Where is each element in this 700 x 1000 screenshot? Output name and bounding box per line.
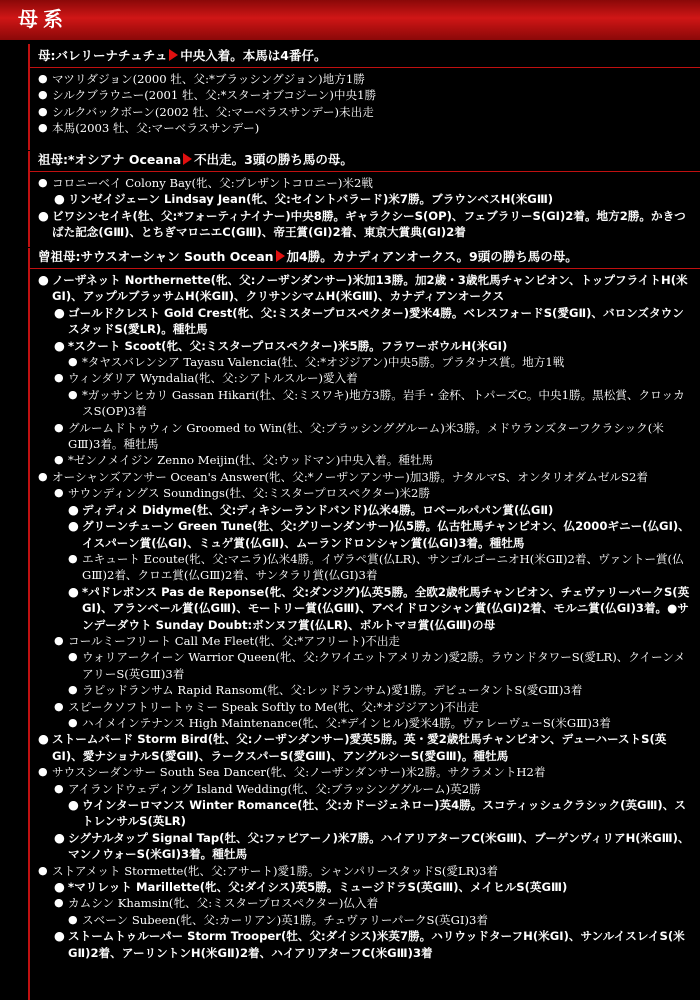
heading-rest: 不出走。3頭の勝ち馬の母。 (194, 152, 353, 167)
heading-main: 曾祖母:サウスオーシャン South Ocean (38, 249, 274, 264)
entry-text: ストームバード Storm Bird(牡、父:ノーザンダンサー)愛英5勝。英・愛2歳牡馬チャンピオン、デューハーストS(英GⅠ)、愛ナショナルS(愛GⅡ)、ラークスパーS(愛GⅢ)、アングルシーS(愛GⅢ)。種牡馬 (52, 732, 667, 763)
bullet-icon: ● (54, 781, 64, 795)
bullet-icon: ● (68, 583, 79, 599)
bullet-icon: ● (54, 699, 64, 713)
bullet-icon: ● (54, 337, 65, 353)
entries-great-granddam (38, 272, 690, 961)
pedigree-entry (68, 715, 690, 731)
section-heading-great-granddam (38, 248, 688, 266)
pedigree-entry (38, 175, 690, 191)
section-heading-granddam (38, 151, 688, 169)
entry-text: マツリダジョン(2000 牡、父:*ブラッシングジョン)地方1勝 (52, 72, 365, 86)
bullet-icon: ● (38, 272, 49, 287)
bullet-icon: ● (54, 486, 64, 500)
bullet-icon: ● (54, 879, 65, 895)
section-title-bar (0, 0, 700, 40)
bullet-icon: ● (38, 863, 48, 877)
pedigree-entry (68, 912, 690, 928)
section-bracket-2 (28, 151, 30, 247)
entry-text: ウォリアークイーン Warrior Queen(牝、父:クワイエットアメリカン)愛2勝。ラウンドタワーS(愛LR)、クイーンメアリーS(英GⅢ)3着 (82, 650, 686, 681)
entry-text: アイランドウェディング Island Wedding(牝、父:ブラッシンググルーム)英2勝 (68, 781, 481, 796)
heading-main: 母:バレリーナチュチュ (38, 48, 168, 63)
entry-text: コールミーフリート Call Me Fleet(牝、父:*アフリート)不出走 (68, 633, 401, 648)
pedigree-entry (68, 584, 690, 633)
bullet-icon: ● (68, 683, 78, 697)
heading-rest: 中央入着。本馬は4番仔。 (180, 48, 327, 63)
pedigree-entry (54, 338, 690, 354)
pedigree-entry (38, 71, 690, 87)
pedigree-entry (38, 104, 690, 120)
bullet-icon: ● (54, 420, 64, 434)
pedigree-entry (38, 272, 690, 305)
entry-text: *パドレボンス Pas de Reponse(牝、父:ダンジグ)仏英5勝。全欧2歳牝馬チャンピオン、チェヴァリーパークS(英GⅠ)、アランベール賞(仏GⅢ)、モートリー賞(仏GⅢ)、アベイドロンシャン賞(仏GⅠ)2着、モルニ賞(仏GⅠ)3着。●サンデーダウト Sunday Doubt:ボンヌフ賞(仏LR)、ボルトマヨ賞(仏GⅢ)の母 (82, 584, 690, 632)
pedigree-entry (54, 781, 690, 797)
pedigree-entry (38, 863, 690, 879)
entry-text: ハイメインテナンス High Maintenance(牝、父:*デインヒル)愛米4勝。ヴァレーヴューS(米GⅢ)3着 (82, 715, 611, 730)
pedigree-entry (54, 305, 690, 338)
bullet-icon: ● (54, 371, 64, 385)
pedigree-entry (68, 797, 690, 830)
bullet-icon: ● (54, 928, 65, 944)
entry-text: ノーザネット Northernette(牝、父:ノーザンダンサー)米加13勝。加2歳・3歳牝馬チャンピオン、トップフライトH(米GⅠ)、アップルブラッサムH(米GⅡ)、クリサンシマムH(米GⅢ)、カナディアンオークス (52, 273, 688, 304)
entry-text: ラピッドランサム Rapid Ransom(牝、父:レッドランサム)愛1勝。デビュータントS(愛GⅢ)3着 (82, 683, 583, 698)
bullet-icon: ● (68, 551, 78, 565)
entry-text: ディディメ Didyme(牡、父:ディキシーランドバンド)仏米4勝。ロベールパパン賞(仏GⅡ) (82, 502, 554, 517)
entry-text: 本馬(2003 牡、父:マーベラスサンデー) (52, 121, 260, 136)
section-divider (30, 171, 700, 172)
entry-text: コロニーベイ Colony Bay(牝、父:プレザントコロニー)米2戦 (52, 176, 373, 190)
entry-text: エキュート Ecoute(牝、父:マニラ)仏米4勝。イヴラペ賞(仏LR)、サンゴルゴーニオH(米GⅡ)2着、ヴァントー賞(仏GⅢ)2着、クロエ賞(仏GⅢ)2着、サンタラリ賞(仏GⅠ)3着 (82, 551, 684, 583)
entry-text: ゴールドクレスト Gold Crest(牝、父:ミスタープロスペクター)愛米4勝。ベレスフォードS(愛GⅡ)、バロンズタウンスタッドS(愛LR)。種牡馬 (68, 305, 684, 337)
bullet-icon: ● (68, 518, 79, 534)
entry-text: ストアメット Stormette(牝、父:アサート)愛1勝。シャンパリースタッドS(愛LR)3着 (52, 863, 498, 878)
pedigree-entry (38, 208, 690, 241)
entry-text: ストームトゥルーパー Storm Trooper(牡、父:ダイシス)米英7勝。ハリウッドターフH(米GⅠ)、サンルイスレイS(米GⅡ)2着、アーリントンH(米GⅡ)2着、ハイアリアターフC(米GⅢ)3着 (68, 929, 685, 960)
entry-text: *ゼンノメイジン Zenno Meijin(牡、父:ウッドマン)中央入着。種牡馬 (68, 453, 434, 468)
pedigree-entry (54, 485, 690, 501)
arrow-icon (169, 49, 178, 61)
entry-text: シルクブラウニー(2001 牡、父:*スターオブコジーン)中央1勝 (52, 88, 377, 103)
bullet-icon: ● (68, 387, 78, 401)
pedigree-entry (54, 191, 690, 207)
pedigree-entry (68, 354, 690, 370)
bullet-icon: ● (38, 469, 48, 483)
section-bracket-3 (28, 248, 30, 1000)
section-bracket-1 (28, 44, 30, 150)
pedigree-entry (54, 830, 690, 863)
entry-text: オーシャンズアンサー Ocean's Answer(牝、父:*ノーザンアンサー)加3勝。ナタルマS、オンタリオダムゼルS2着 (52, 469, 648, 484)
pedigree-entry (54, 928, 690, 961)
entry-text: ウインターロマンス Winter Romance(牡、父:カドージェネロー)英4勝。スコティッシュクラシック(英GⅢ)、ストレンサルS(英LR) (82, 798, 686, 829)
arrow-icon (276, 250, 285, 262)
heading-rest: 加4勝。カナディアンオークス。9頭の勝ち馬の母。 (286, 249, 578, 264)
bullet-icon: ● (38, 121, 48, 135)
bullet-icon: ● (54, 829, 65, 845)
bullet-icon: ● (68, 912, 78, 926)
pedigree-entry (54, 420, 690, 453)
pedigree-entry (38, 469, 690, 485)
pedigree-entry (54, 633, 690, 649)
section-divider (30, 268, 700, 269)
bullet-icon: ● (38, 88, 48, 102)
pedigree-entry (38, 120, 690, 136)
entries-dam (38, 71, 690, 137)
entry-text: グルームドトゥウィン Groomed to Win(牡、父:ブラッシンググルーム)米3勝。メドウランズターフクラシック(米GⅢ)3着。種牡馬 (68, 420, 664, 452)
bullet-icon: ● (38, 104, 48, 118)
bullet-icon: ● (68, 650, 78, 664)
entry-text: *スクート Scoot(牝、父:ミスタープロスペクター)米5勝。フラワーボウルH(米GⅠ) (68, 338, 508, 353)
pedigree-entry (54, 370, 690, 386)
entry-text: *タヤスバレンシア Tayasu Valencia(牡、父:*オジジアン)中央5勝。プラタナス賞。地方1戦 (82, 355, 565, 370)
entry-text: ウィンダリア Wyndalia(牝、父:シアトルスルー)愛入着 (68, 371, 358, 386)
entry-text: サウンディングス Soundings(牡、父:ミスタープロスペクター)米2勝 (68, 486, 431, 501)
bullet-icon: ● (38, 207, 49, 223)
entry-text: *ガッサンヒカリ Gassan Hikari(牡、父:ミスワキ)地方3勝。岩手・金杯、トパーズC。中央1勝。黒松賞、クロッカスS(OP)3着 (82, 387, 685, 419)
pedigree-entry (38, 87, 690, 103)
bullet-icon: ● (54, 896, 64, 910)
entry-text: スベーン Subeen(牝、父:カーリアン)英1勝。チェヴァリーパークS(英GⅠ)3着 (82, 912, 488, 927)
pedigree-entry (38, 731, 690, 764)
bullet-icon: ● (54, 304, 65, 320)
pedigree-entry (68, 387, 690, 420)
entry-text: ビワシンセイキ(牡、父:*フォーティナイナー)中央8勝。ギャラクシーS(OP)、フェブラリーS(GⅠ)2着。地方2勝。かきつばた記念(GⅢ)、とちぎマロニエC(GⅢ)、帝王賞(GⅠ)2着、東京大賞典(GⅠ)2着 (52, 208, 686, 240)
entry-text: グリーンチューン Green Tune(牡、父:グリーンダンサー)仏5勝。仏古牡馬チャンピオン、仏2000ギニー(仏GⅠ)、イスパーン賞(仏GⅠ)、ミュゲ賞(仏GⅡ)、ムーランドロンシャン賞(仏GⅠ)3着。種牡馬 (82, 519, 690, 550)
pedigree-entry (68, 649, 690, 682)
pedigree-entry (54, 895, 690, 911)
pedigree-entry (54, 452, 690, 468)
section-title: 母系 (18, 7, 68, 31)
pedigree-entry (68, 502, 690, 518)
section-heading-dam (38, 47, 688, 65)
bullet-icon: ● (38, 731, 49, 747)
pedigree-entry (68, 682, 690, 698)
bullet-icon: ● (68, 797, 79, 812)
bullet-icon: ● (68, 715, 78, 729)
bullet-icon: ● (68, 501, 79, 517)
bullet-icon: ● (38, 765, 48, 779)
entry-text: サウスシーダンサー South Sea Dancer(牝、父:ノーザンダンサー)米2勝。サクラメントH2着 (52, 765, 546, 780)
pedigree-entry (68, 518, 690, 551)
pedigree-entry (38, 764, 690, 780)
entry-text: リンゼイジェーン Lindsay Jean(牝、父:セイントバラード)米7勝。ブラウンベスH(米GⅢ) (68, 192, 554, 207)
arrow-icon (183, 153, 192, 165)
section-divider (30, 67, 700, 68)
entry-text: *マリレット Marillette(牝、父:ダイシス)英5勝。ミュージドラS(英GⅢ)、メイヒルS(英GⅢ) (68, 880, 568, 895)
bullet-icon: ● (38, 176, 48, 189)
entry-text: シルクバックボーン(2002 牡、父:マーベラスサンデー)未出走 (52, 104, 374, 119)
entry-text: カムシン Khamsin(牝、父:ミスタープロスペクター)仏入着 (68, 896, 379, 911)
bullet-icon: ● (68, 355, 78, 369)
entries-granddam (38, 175, 690, 241)
bullet-icon: ● (54, 633, 64, 647)
bullet-icon: ● (54, 191, 65, 207)
entry-text: スピークソフトリートゥミー Speak Softly to Me(牝、父:*オジジアン)不出走 (68, 699, 479, 714)
bullet-icon: ● (38, 72, 48, 85)
pedigree-entry (68, 551, 690, 584)
pedigree-entry (54, 699, 690, 715)
entry-text: シグナルタップ Signal Tap(牡、父:ファピアーノ)米7勝。ハイアリアターフC(米GⅢ)、ブーゲンヴィリアH(米GⅢ)、マンノウォーS(米GⅠ)3着。種牡馬 (68, 830, 690, 862)
heading-main: 祖母:*オシアナ Oceana (38, 152, 182, 167)
bullet-icon: ● (54, 453, 64, 467)
pedigree-entry (54, 879, 690, 895)
